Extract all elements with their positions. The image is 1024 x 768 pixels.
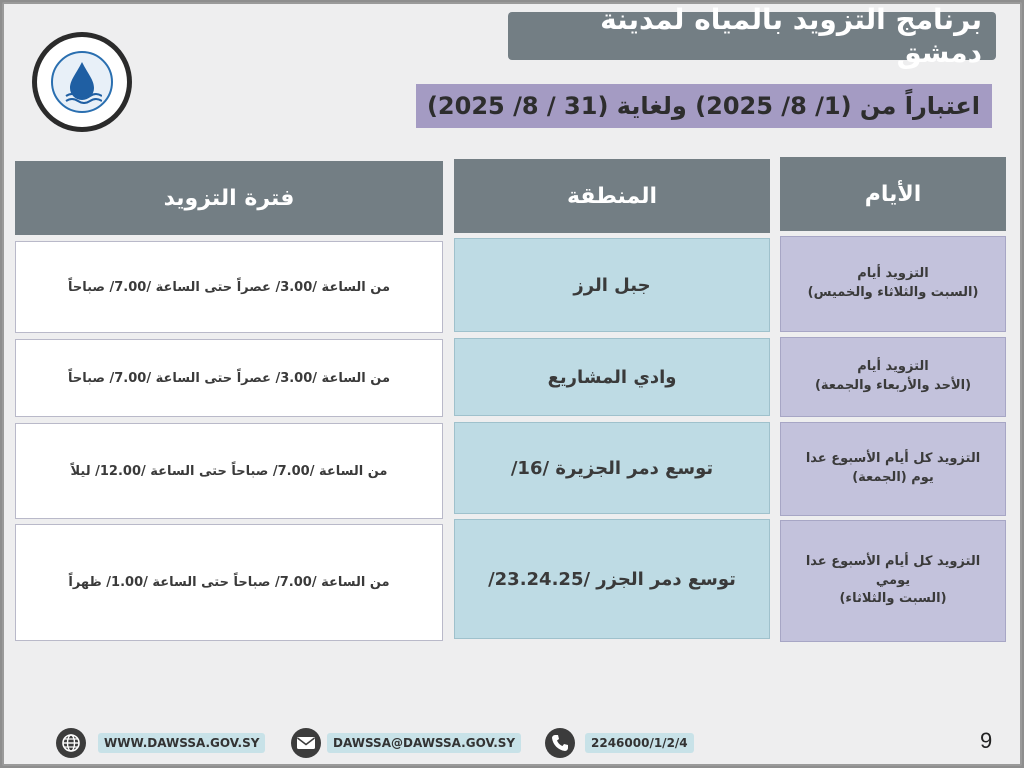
table-row-area: وادي المشاريع [454,338,770,416]
phone-number: 2246000/1/2/4 [585,733,694,753]
table-row-days: التزويد كل أيام الأسبوع عدا يوم (الجمعة) [780,422,1006,516]
page-title: برنامج التزويد بالمياه لمدينة دمشق [508,12,996,60]
table-row-days: التزويد أيام (السبت والثلاثاء والخميس) [780,236,1006,332]
table-row-time: من الساعة /7.00/ صباحاً حتى الساعة /12.00/ ليلاً [15,423,443,519]
envelope-icon [291,728,321,758]
table-row-area: توسع دمر الجزر /23.24.25/ [454,519,770,639]
header-time: فترة التزويد [15,161,443,235]
organization-logo [32,32,132,132]
globe-icon [56,728,86,758]
website-link[interactable]: WWW.DAWSSA.GOV.SY [98,733,265,753]
page-number: 9 [980,728,993,753]
header-area: المنطقة [454,159,770,233]
table-row-time: من الساعة /7.00/ صباحاً حتى الساعة /1.00/ ظهراً [15,524,443,641]
table-row-area: توسع دمر الجزيرة /16/ [454,422,770,514]
period-banner: اعتباراً من (1/ 8/ 2025) ولغاية (31 / 8/ 2025) [416,84,992,128]
table-row-time: من الساعة /3.00/ عصراً حتى الساعة /7.00/ صباحاً [15,241,443,333]
header-days: الأيام [780,157,1006,231]
contact-footer [0,728,1024,756]
table-row-time: من الساعة /3.00/ عصراً حتى الساعة /7.00/ صباحاً [15,339,443,417]
water-drop-logo-icon [51,51,113,113]
table-row-area: جبل الرز [454,238,770,332]
table-row-days: التزويد أيام (الأحد والأربعاء والجمعة) [780,337,1006,417]
email-link[interactable]: DAWSSA@DAWSSA.GOV.SY [327,733,521,753]
phone-icon [545,728,575,758]
table-row-days: التزويد كل أيام الأسبوع عدا يومي (السبت والثلاثاء) [780,520,1006,642]
